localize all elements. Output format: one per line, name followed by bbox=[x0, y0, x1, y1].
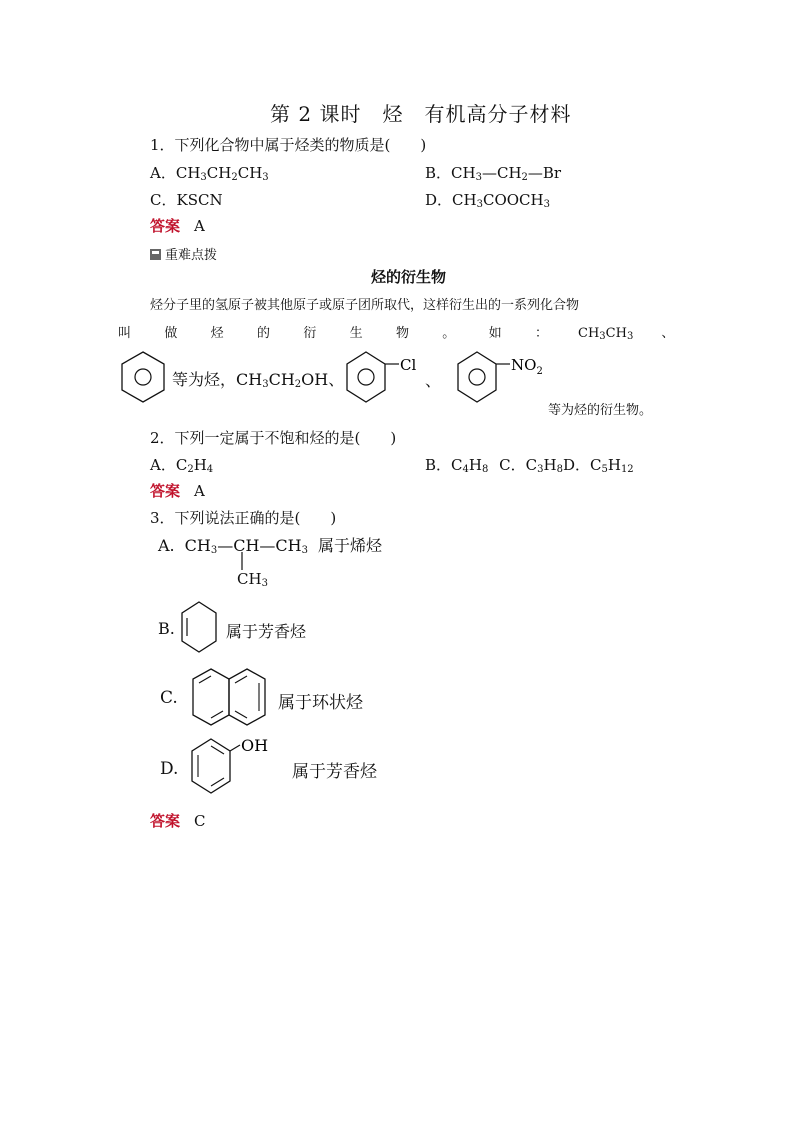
option-label: C． bbox=[150, 191, 177, 209]
q1-option-d: D．$CH_3COOCH_3$ bbox=[425, 191, 550, 210]
q3-answer: 答案 C bbox=[150, 812, 206, 830]
q1-stem: 1．下列化合物中属于烃类的物质是( ) bbox=[150, 136, 427, 154]
svg-text:OH: OH bbox=[241, 736, 269, 755]
cyclohexene-structure bbox=[180, 600, 220, 656]
q3-option-c-label: C. bbox=[160, 688, 178, 708]
branch-bond bbox=[240, 550, 244, 572]
q3-option-b-label: B. bbox=[158, 619, 175, 638]
option-label: D． bbox=[425, 191, 453, 209]
option-label: A． bbox=[150, 164, 176, 182]
svg-text:Cl: Cl bbox=[400, 356, 417, 374]
q2-stem: 2．下列一定属于不饱和烃的是( ) bbox=[150, 429, 397, 447]
q2-options-bcd: B．$C_4H_8$ C．$C_3H_8D$．$C_5H_{12}$ bbox=[425, 456, 634, 475]
benzene-structure bbox=[120, 350, 166, 406]
example-ethane: $CH_3CH_3$ 、 bbox=[578, 326, 675, 342]
answer-value: A bbox=[194, 217, 205, 235]
chlorobenzene-structure bbox=[345, 350, 425, 406]
q3-option-a-branch: $CH_3$ bbox=[237, 570, 268, 589]
note-paragraph-1: 烃分子里的氢原子被其他原子或原子团所取代，这样衍生出的一系列化合物 bbox=[150, 298, 580, 313]
q2-option-a: A．$C_2H_4$ bbox=[150, 456, 214, 475]
q1-option-a: A．$CH_3CH_2CH_3$ bbox=[150, 164, 269, 183]
svg-text:NO2: $NO_2$ bbox=[511, 356, 543, 377]
separator-comma: 、 bbox=[425, 371, 442, 390]
page-title: 第 2 课时 烃 有机高分子材料 bbox=[270, 102, 572, 126]
q2-answer: 答案 A bbox=[150, 482, 205, 500]
naphthalene-structure bbox=[190, 667, 270, 729]
phenol-structure bbox=[190, 737, 290, 801]
option-label: B． bbox=[425, 164, 452, 182]
q3-stem: 3．下列说法正确的是( ) bbox=[150, 509, 337, 527]
answer-label: 答案 bbox=[150, 217, 181, 235]
key-point-icon bbox=[150, 249, 161, 260]
nitrobenzene-structure bbox=[456, 350, 556, 406]
ethanol-example: 等为烃，$CH_3CH_2OH$、 bbox=[172, 370, 345, 390]
q3-option-c-desc: 属于环状烃 bbox=[278, 693, 363, 713]
q1-answer bbox=[150, 215, 205, 236]
note-paragraph-2: 叫 做 烃 的 衍 生 物 。 如 ： bbox=[118, 326, 548, 341]
q1-option-c: C．KSCN bbox=[150, 191, 223, 209]
q3-option-a: A. $CH_3—CH—CH_3$ 属于烯烃 bbox=[158, 536, 382, 556]
q3-option-b-desc: 属于芳香烃 bbox=[226, 622, 307, 641]
note-heading: 烃的衍生物 bbox=[371, 268, 447, 286]
note-ending: 等为烃的衍生物。 bbox=[548, 403, 653, 418]
q1-option-b: B．$CH_3—CH_2—Br$ bbox=[425, 164, 562, 183]
q3-option-d-label: D. bbox=[160, 759, 179, 779]
q3-option-d-desc: 属于芳香烃 bbox=[292, 762, 377, 782]
key-point-badge: 重难点拨 bbox=[150, 244, 217, 263]
